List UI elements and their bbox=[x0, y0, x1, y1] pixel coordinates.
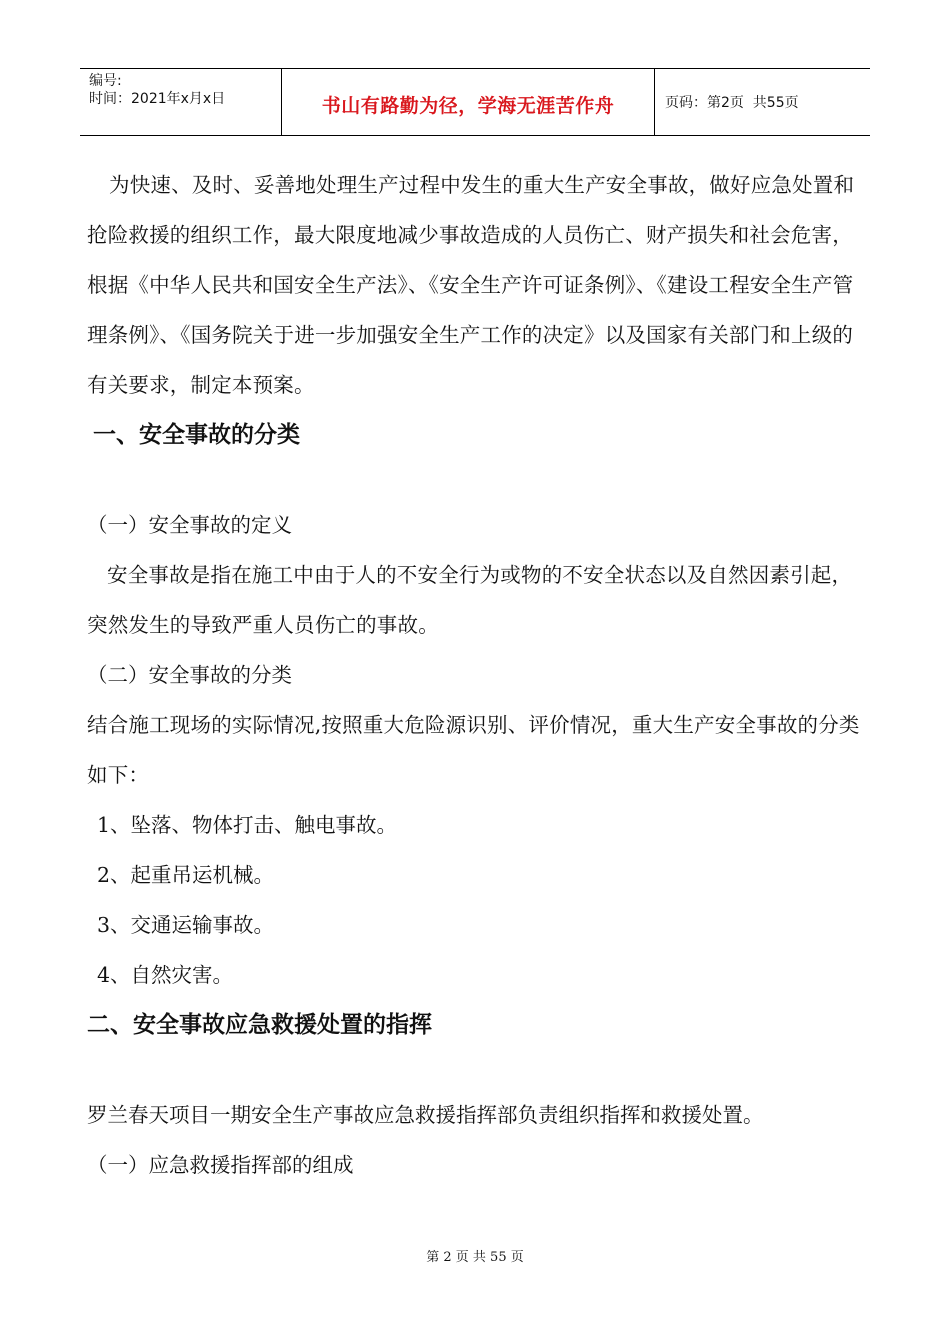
document-body bbox=[87, 160, 867, 1190]
header-page-cell bbox=[655, 69, 870, 135]
header-meta-cell bbox=[80, 69, 282, 135]
subsection1-text: 安全事故是指在施工中由于人的不安全行为或物的不安全状态以及自然因素引起，突然发生的导致严重人员伤亡的事故。 bbox=[87, 563, 853, 637]
list-item: 3、交通运输事故。 bbox=[97, 913, 275, 937]
subsection2-heading: （二）安全事故的分类 bbox=[87, 663, 292, 687]
document-number-label: 编号: bbox=[89, 73, 122, 89]
intro-paragraph: 为快速、及时、妥善地处理生产过程中发生的重大生产安全事故，做好应急处置和抢险救援的组织工作，最大限度地减少事故造成的人员伤亡、财产损失和社会危害，根据《中华人民共和国安全生产法》、《安全生产许可证条例》、《建设工程安全生产管理条例》、《国务院关于进一步加强安全生产工作的决定》以及国家有关部门和上级的有关要求，制定本预案。 bbox=[87, 173, 855, 397]
list-item: 4、自然灾害。 bbox=[97, 963, 234, 987]
section1-heading: 一、安全事故的分类 bbox=[93, 422, 300, 448]
subsection3-heading: （一）应急救援指挥部的组成 bbox=[87, 1153, 354, 1177]
list-item: 1、坠落、物体打击、触电事故。 bbox=[97, 813, 398, 837]
section2-text: 罗兰春天项目一期安全生产事故应急救援指挥部负责组织指挥和救援处置。 bbox=[87, 1103, 764, 1127]
page-footer: 第 2 页 共 55 页 bbox=[426, 1250, 524, 1265]
header-motto: 书山有路勤为径，学海无涯苦作舟 bbox=[321, 94, 615, 117]
header-page-info: 页码：第2页 共55页 bbox=[665, 95, 799, 111]
list-item: 2、起重吊运机械。 bbox=[97, 863, 275, 887]
header-motto-cell bbox=[282, 69, 655, 135]
section2-heading: 二、安全事故应急救援处置的指挥 bbox=[87, 1012, 432, 1038]
subsection2-text: 结合施工现场的实际情况,按照重大危险源识别、评价情况，重大生产安全事故的分类如下： bbox=[87, 713, 860, 787]
document-header bbox=[80, 68, 870, 136]
subsection1-heading: （一）安全事故的定义 bbox=[87, 513, 292, 537]
document-time-label: 时间：2021年x月x日 bbox=[89, 91, 226, 107]
